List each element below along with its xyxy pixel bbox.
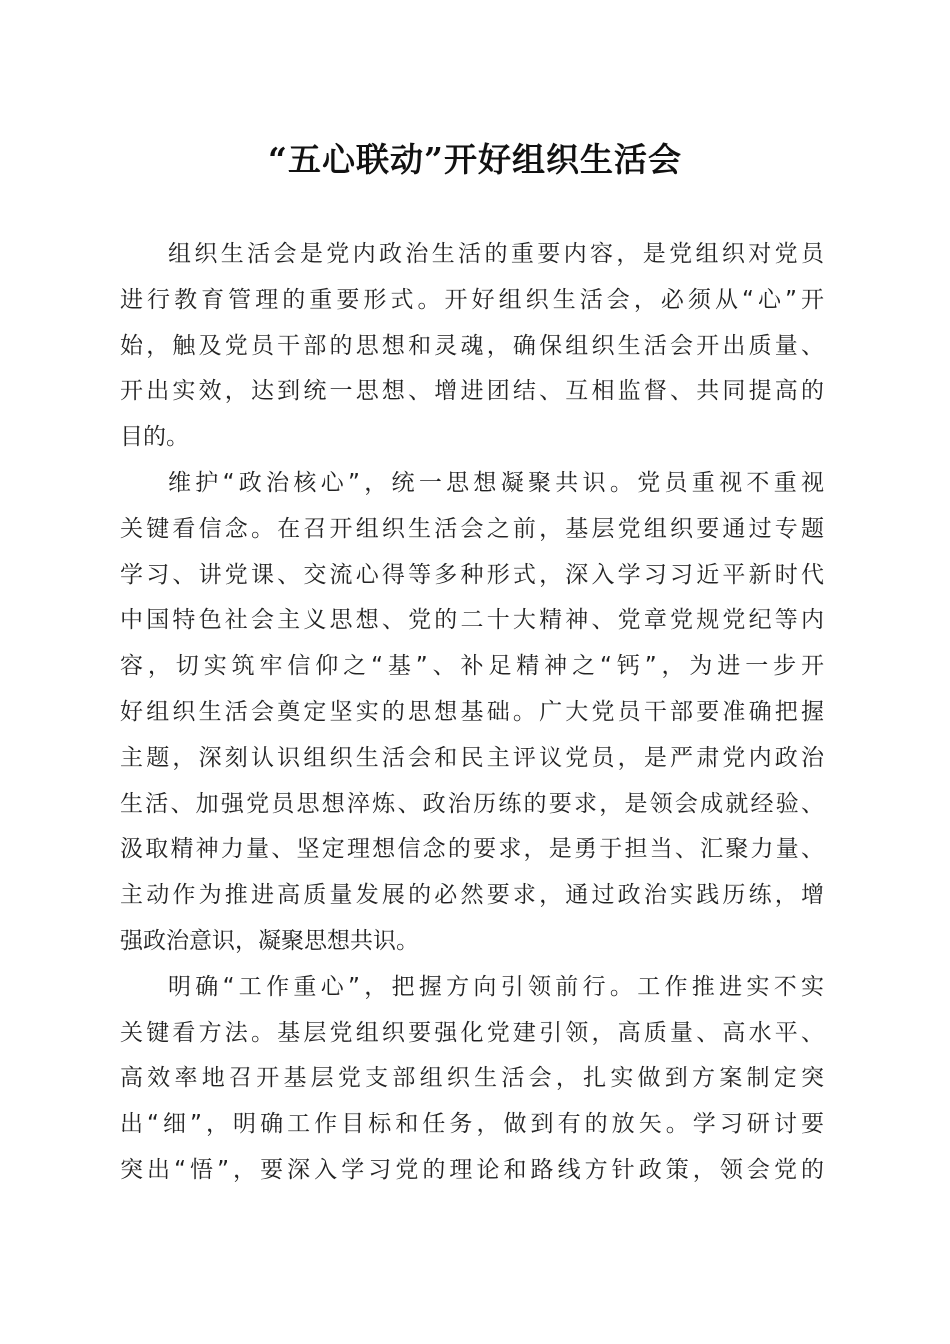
body-text-line: 强政治意识，凝聚思想共识。: [120, 927, 419, 954]
body-text-line: 维护“政治核心”，统一思想凝聚共识。党员重视不重视: [168, 469, 824, 496]
body-text-line: 主动作为推进高质量发展的必然要求，通过政治实践历练，增: [120, 882, 824, 909]
body-text-line: 容，切实筑牢信仰之“基”、补足精神之“钙”，为进一步开: [120, 653, 824, 680]
body-text-line: 中国特色社会主义思想、党的二十大精神、党章党规党纪等内: [120, 607, 824, 634]
body-text-line: 关键看信念。在召开组织生活会之前，基层党组织要通过专题: [120, 515, 824, 542]
body-text-line: 突出“悟”，要深入学习党的理论和路线方针政策，领会党的: [120, 1156, 824, 1183]
body-text-line: 好组织生活会奠定坚实的思想基础。广大党员干部要准确把握: [120, 698, 824, 725]
body-text-line: 学习、讲党课、交流心得等多种形式，深入学习习近平新时代: [120, 561, 824, 588]
body-text-line: 关键看方法。基层党组织要强化党建引领，高质量、高水平、: [120, 1019, 824, 1046]
body-text-line: 高效率地召开基层党支部组织生活会，扎实做到方案制定突: [120, 1065, 824, 1092]
body-text-line: 生活、加强党员思想淬炼、政治历练的要求，是领会成就经验、: [120, 790, 824, 817]
body-text-line: 出“细”，明确工作目标和任务，做到有的放矢。学习研讨要: [120, 1111, 824, 1138]
body-text-line: 开出实效，达到统一思想、增进团结、互相监督、共同提高的: [120, 378, 824, 405]
document-body: [120, 232, 824, 1194]
body-text-line: 主题，深刻认识组织生活会和民主评议党员，是严肃党内政治: [120, 744, 824, 771]
body-text-line: 进行教育管理的重要形式。开好组织生活会，必须从“心”开: [120, 286, 824, 313]
body-text-line: 始，触及党员干部的思想和灵魂，确保组织生活会开出质量、: [120, 332, 824, 359]
body-text-line: 目的。: [120, 424, 189, 451]
body-text-line: 组织生活会是党内政治生活的重要内容，是党组织对党员: [168, 241, 824, 267]
body-text-line: 汲取精神力量、坚定理想信念的要求，是勇于担当、汇聚力量、: [120, 836, 824, 863]
document-title: “五心联动”开好组织生活会: [268, 140, 682, 179]
body-text-line: 明确“工作重心”，把握方向引领前行。工作推进实不实: [168, 973, 824, 1000]
